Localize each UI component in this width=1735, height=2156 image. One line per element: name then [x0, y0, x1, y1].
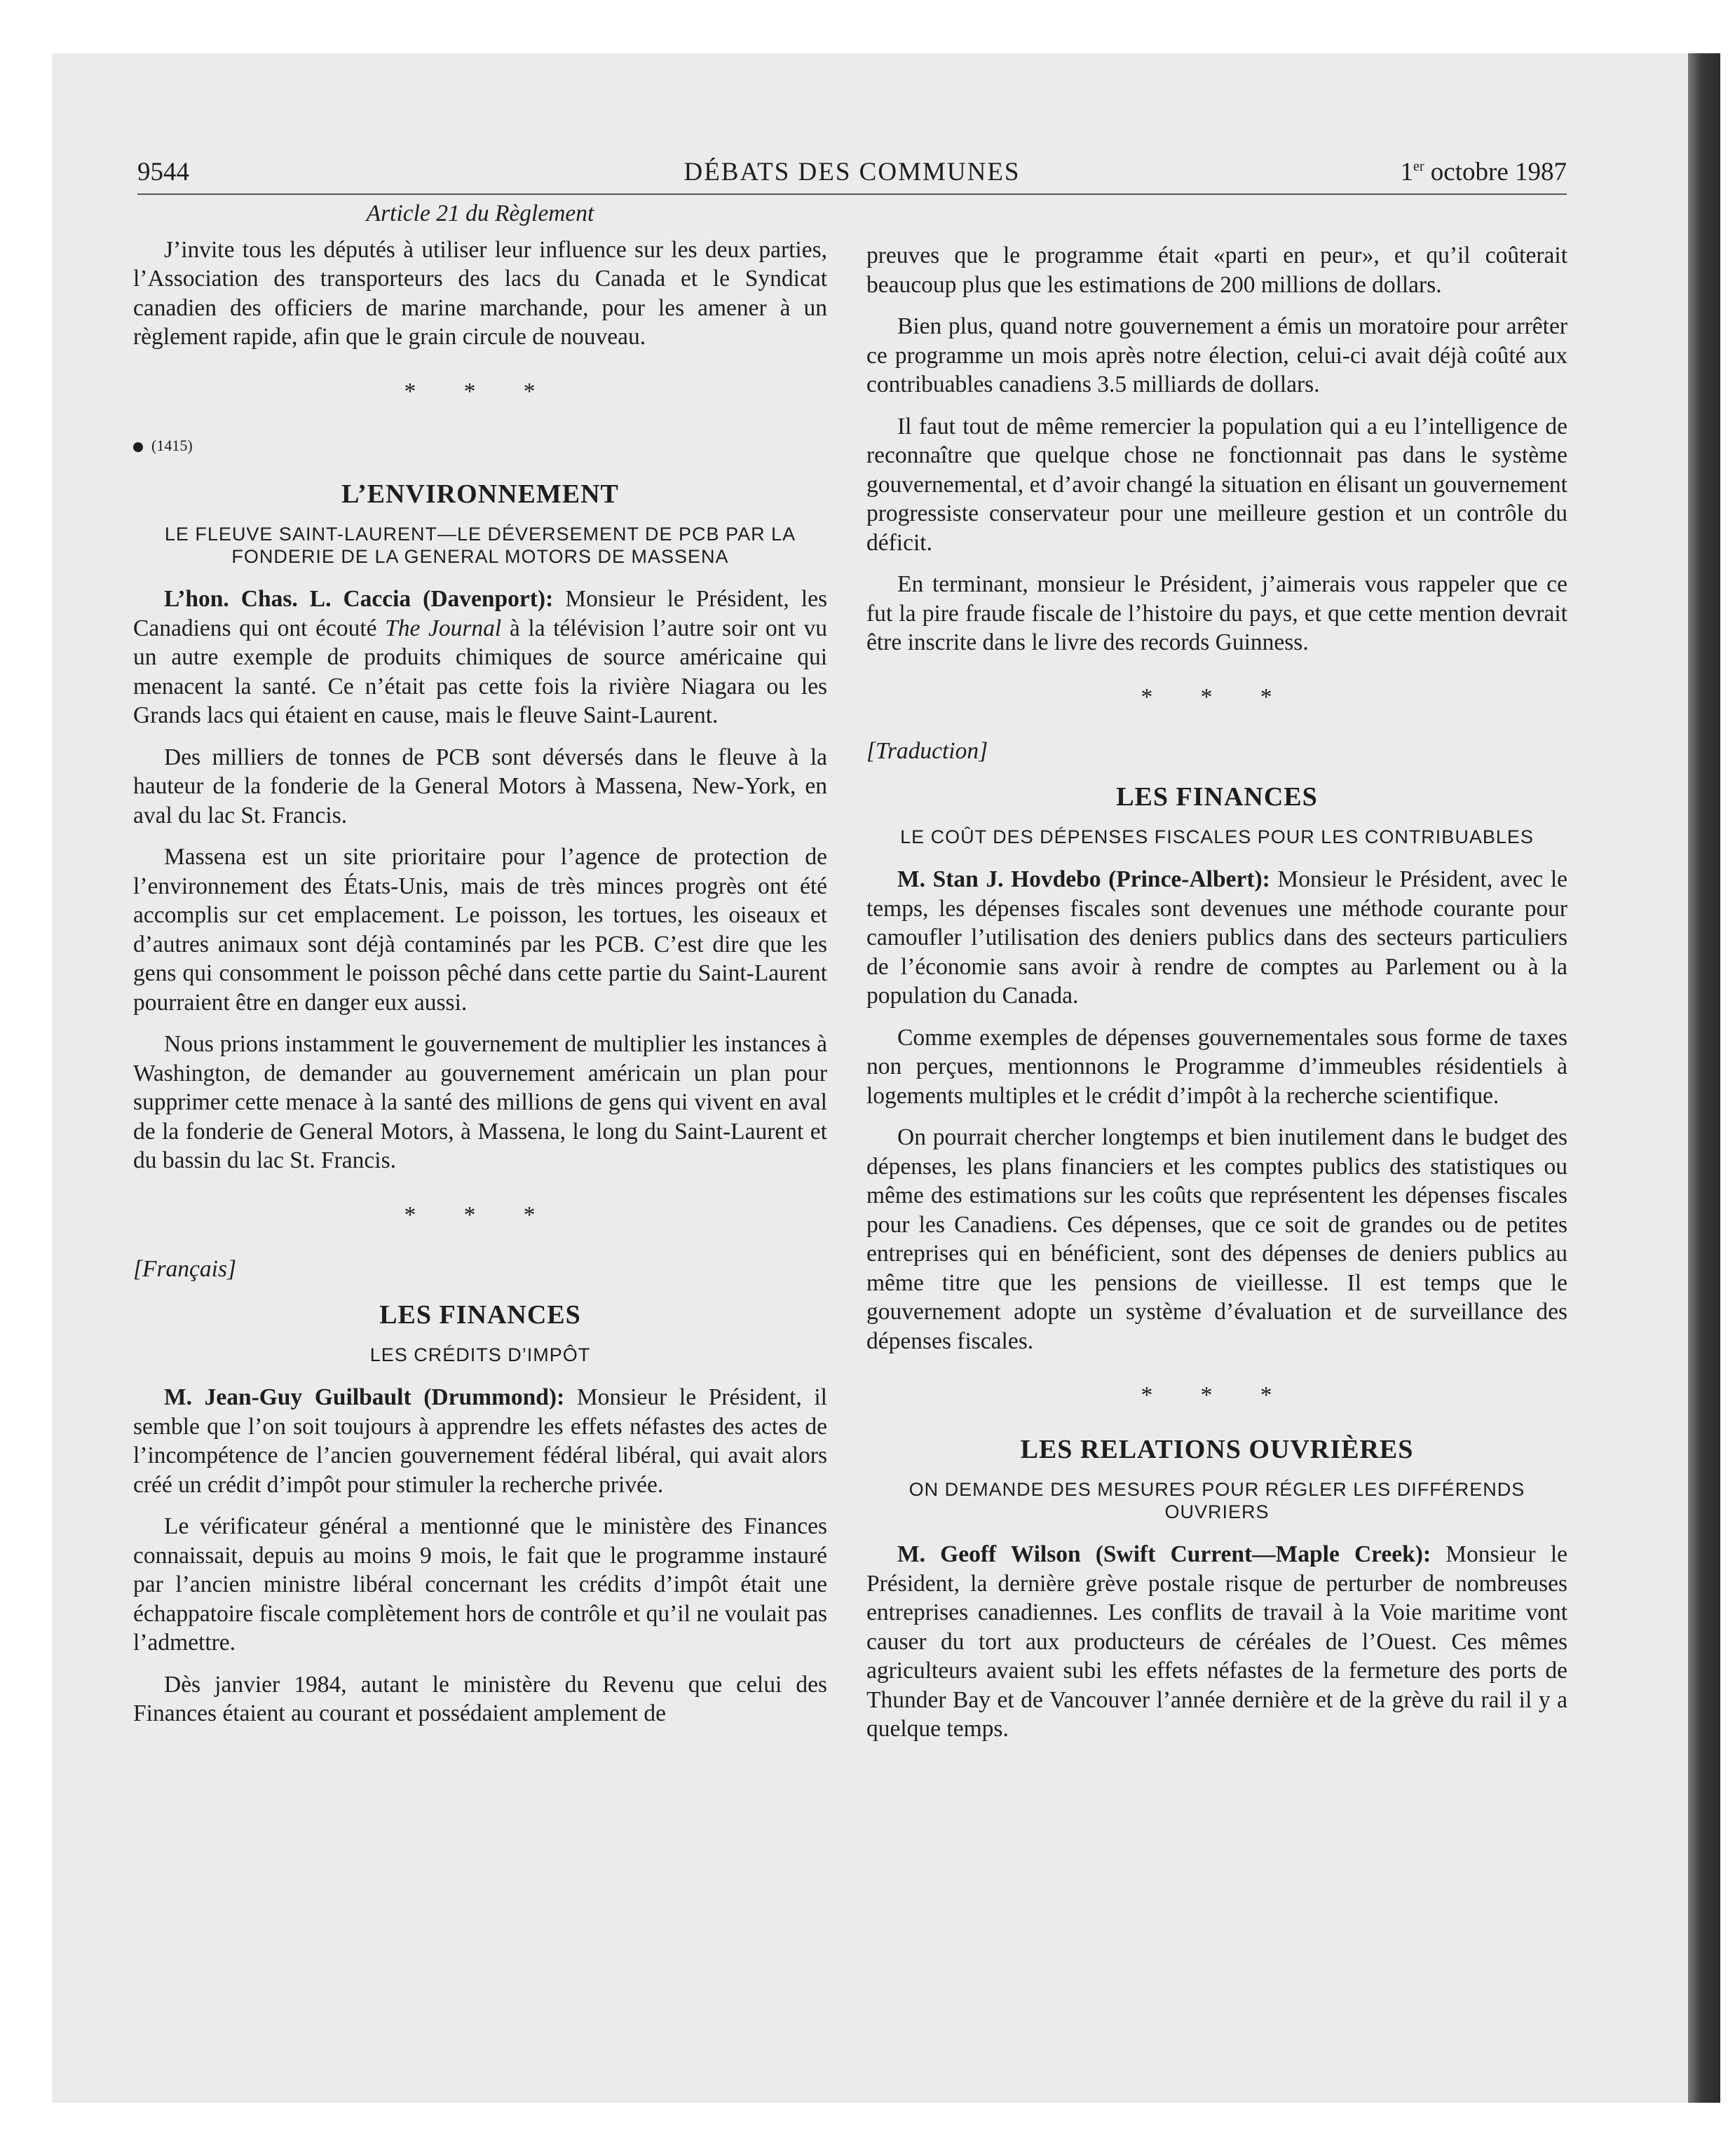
section-separator: * * * [404, 378, 557, 404]
page-number: 9544 [137, 158, 189, 186]
speech-paragraph [866, 1540, 1567, 1744]
section-heading: LES FINANCES [379, 1299, 581, 1330]
paragraph: Nous prions instamment le gouvernement de multiplier les instances à Washington, de demander au gouvernement américain un plan pour supprimer cette menace à la santé des millions de gens qui vivent en aval de la fonderie de General Motors, à Massena, le long du Saint-Laurent et du bassin du lac St. Francis. [133, 1031, 827, 1173]
speech-text: Monsieur le Président, avec le temps, les dépenses fiscales sont devenues une méthode courante pour camoufler l’utilisation des deniers publics dans des secteurs particuliers de l’économie sans avoir à rendre de comptes au Parlement ou à la population du Canada. [866, 866, 1567, 1009]
speech-text: à la télévision l’autre soir ont vu un autre exemple de produits chimiques de source américaine qui menacent la santé. Ce n’était pas cette fois la rivière Niagara ou les Grands lacs qui étaient en cause, mais le fleuve Saint-Laurent. [133, 615, 827, 728]
date-rest: octobre 1987 [1424, 158, 1567, 186]
language-label: [Traduction] [866, 738, 988, 764]
bullet-icon [133, 442, 143, 452]
speech-paragraph [133, 1383, 827, 1499]
timecode [133, 431, 827, 460]
paragraph-continued: preuves que le programme était «parti en peur», et qu’il coûterait beaucoup plus que les estimations de 200 millions de dollars. [866, 243, 1567, 298]
section-heading: LES RELATIONS OUVRIÈRES [1020, 1434, 1414, 1464]
date-day: 1 [1400, 158, 1413, 186]
paragraph: Comme exemples de dépenses gouvernementales sous forme de taxes non perçues, mentionnons le Programme d’immeubles résidentiels à logements multiples et le crédit d’impôt à la recherche scientifique. [866, 1024, 1567, 1109]
article-heading: Article 21 du Règlement [366, 200, 594, 226]
speech-paragraph [866, 865, 1567, 1011]
section-subheading: LES CRÉDITS D’IMPÔT [369, 1344, 591, 1365]
paragraph: Massena est un site prioritaire pour l’agence de protection de l’environnement des États-Unis, mais de très minces progrès ont été accomplis sur cet emplacement. Le poisson, les tortues, les oiseaux et d’autres animaux sont déjà contaminés par les PCB. C’est dire que les gens qui consomment le poisson pêché dans cette partie du Saint-Laurent pourraient être en danger eux aussi. [133, 844, 827, 1016]
speech-text: Monsieur le Président, les Canadiens qui ont écouté [133, 586, 827, 641]
paragraph: Dès janvier 1984, autant le ministère du Revenu que celui des Finances étaient au courant et possédaient amplement de [133, 1671, 827, 1726]
left-column [133, 199, 827, 1741]
section-heading: LES FINANCES [1116, 782, 1318, 812]
paragraph: J’invite tous les députés à utiliser leur influence sur les deux parties, l’Association des transporteurs des lacs du Canada et le Syndicat canadien des officiers de marine marchande, pour les amener à un règlement rapide, afin que le grain circule de nouveau. [133, 236, 827, 350]
program-title: The Journal [385, 615, 502, 641]
timecode-text: (1415) [151, 437, 193, 454]
speaker-name: L’hon. Chas. L. Caccia (Davenport): [164, 586, 554, 612]
section-subheading: LE COÛT DES DÉPENSES FISCALES POUR LES CONTRIBUABLES [900, 826, 1534, 847]
paragraph: On pourrait chercher longtemps et bien inutilement dans le budget des dépenses, les plans financiers et les comptes publics des statistiques ou même des estimations sur les coûts que représentent les dépenses fiscales pour les Canadiens. Ces dépenses, que ce soit de grandes ou de petites entreprises qui en bénéficient, sont des dépenses de deniers publics au même titre que les pensions de vieillesse. Il est temps que le gouvernement adopte un système d’évaluation et de surveillance des dépenses fiscales. [866, 1124, 1567, 1354]
speech-text: Monsieur le Président, la dernière grève postale risque de perturber de nombreuses entreprises canadiennes. Les conflits de travail à la Voie maritime vont causer du tort aux producteurs de céréales de l’Ouest. Ces mêmes agriculteurs avaient subi les effets néfastes de la fermeture des ports de Thunder Bay et de Vancouver l’année dernière et de la grève du rail il y a quelque temps. [866, 1541, 1567, 1742]
section-separator: * * * [1141, 683, 1293, 710]
binding-edge [1688, 53, 1720, 2103]
speaker-name: M. Geoff Wilson (Swift Current—Maple Creek): [897, 1541, 1431, 1567]
speech-paragraph [133, 585, 827, 730]
paragraph: Il faut tout de même remercier la population qui a eu l’intelligence de reconnaître que quelque chose ne fonctionnait pas dans le système gouvernemental, et d’avoir changé la situation en élisant un gouvernement progressiste conservateur pour une meilleure gestion et un contrôle du déficit. [866, 413, 1567, 556]
section-subheading: ON DEMANDE DES MESURES POUR RÉGLER LES DIFFÉRENDS OUVRIERS [909, 1479, 1525, 1522]
right-column [866, 241, 1567, 1756]
section-subheading: LE FLEUVE SAINT-LAURENT—LE DÉVERSEMENT DE PCB PAR LA FONDERIE DE LA GENERAL MOTORS DE MASSENA [164, 524, 796, 567]
date-ordinal: er [1413, 158, 1424, 175]
section-heading: L’ENVIRONNEMENT [341, 479, 619, 509]
publication-title: DÉBATS DES COMMUNES [683, 158, 1021, 186]
running-header [137, 157, 1567, 195]
paragraph: Des milliers de tonnes de PCB sont déversés dans le fleuve à la hauteur de la fonderie de la General Motors à Massena, New-York, en aval du lac St. Francis. [133, 744, 827, 828]
section-separator: * * * [404, 1201, 557, 1228]
speaker-name: M. Jean-Guy Guilbault (Drummond): [164, 1384, 565, 1410]
paragraph: Bien plus, quand notre gouvernement a émis un moratoire pour arrêter ce programme un mois après notre élection, celui-ci avait déjà coûté aux contribuables canadiens 3.5 milliards de dollars. [866, 313, 1567, 397]
speaker-name: M. Stan J. Hovdebo (Prince-Albert): [897, 866, 1270, 892]
speech-text: Monsieur le Président, il semble que l’on soit toujours à apprendre les effets néfastes des actes de l’incompétence de l’ancien gouvernement fédéral libéral, qui avait alors créé un crédit d’impôt pour stimuler la recherche privée. [133, 1384, 827, 1498]
language-label: [Français] [133, 1256, 237, 1282]
paragraph: En terminant, monsieur le Président, j’aimerais vous rappeler que ce fut la pire fraude fiscale de l’histoire du pays, et que cette mention devrait être inscrite dans le livre des records Guinness. [866, 571, 1567, 655]
section-separator: * * * [1141, 1382, 1293, 1408]
paragraph: Le vérificateur général a mentionné que le ministère des Finances connaissait, depuis au moins 9 mois, le fait que le programme instauré par l’ancien ministre libéral concernant les crédits d’impôt était une échappatoire fiscale complètement hors de contrôle et qu’il ne voulait pas l’admettre. [133, 1513, 827, 1656]
page-date [1401, 157, 1567, 187]
